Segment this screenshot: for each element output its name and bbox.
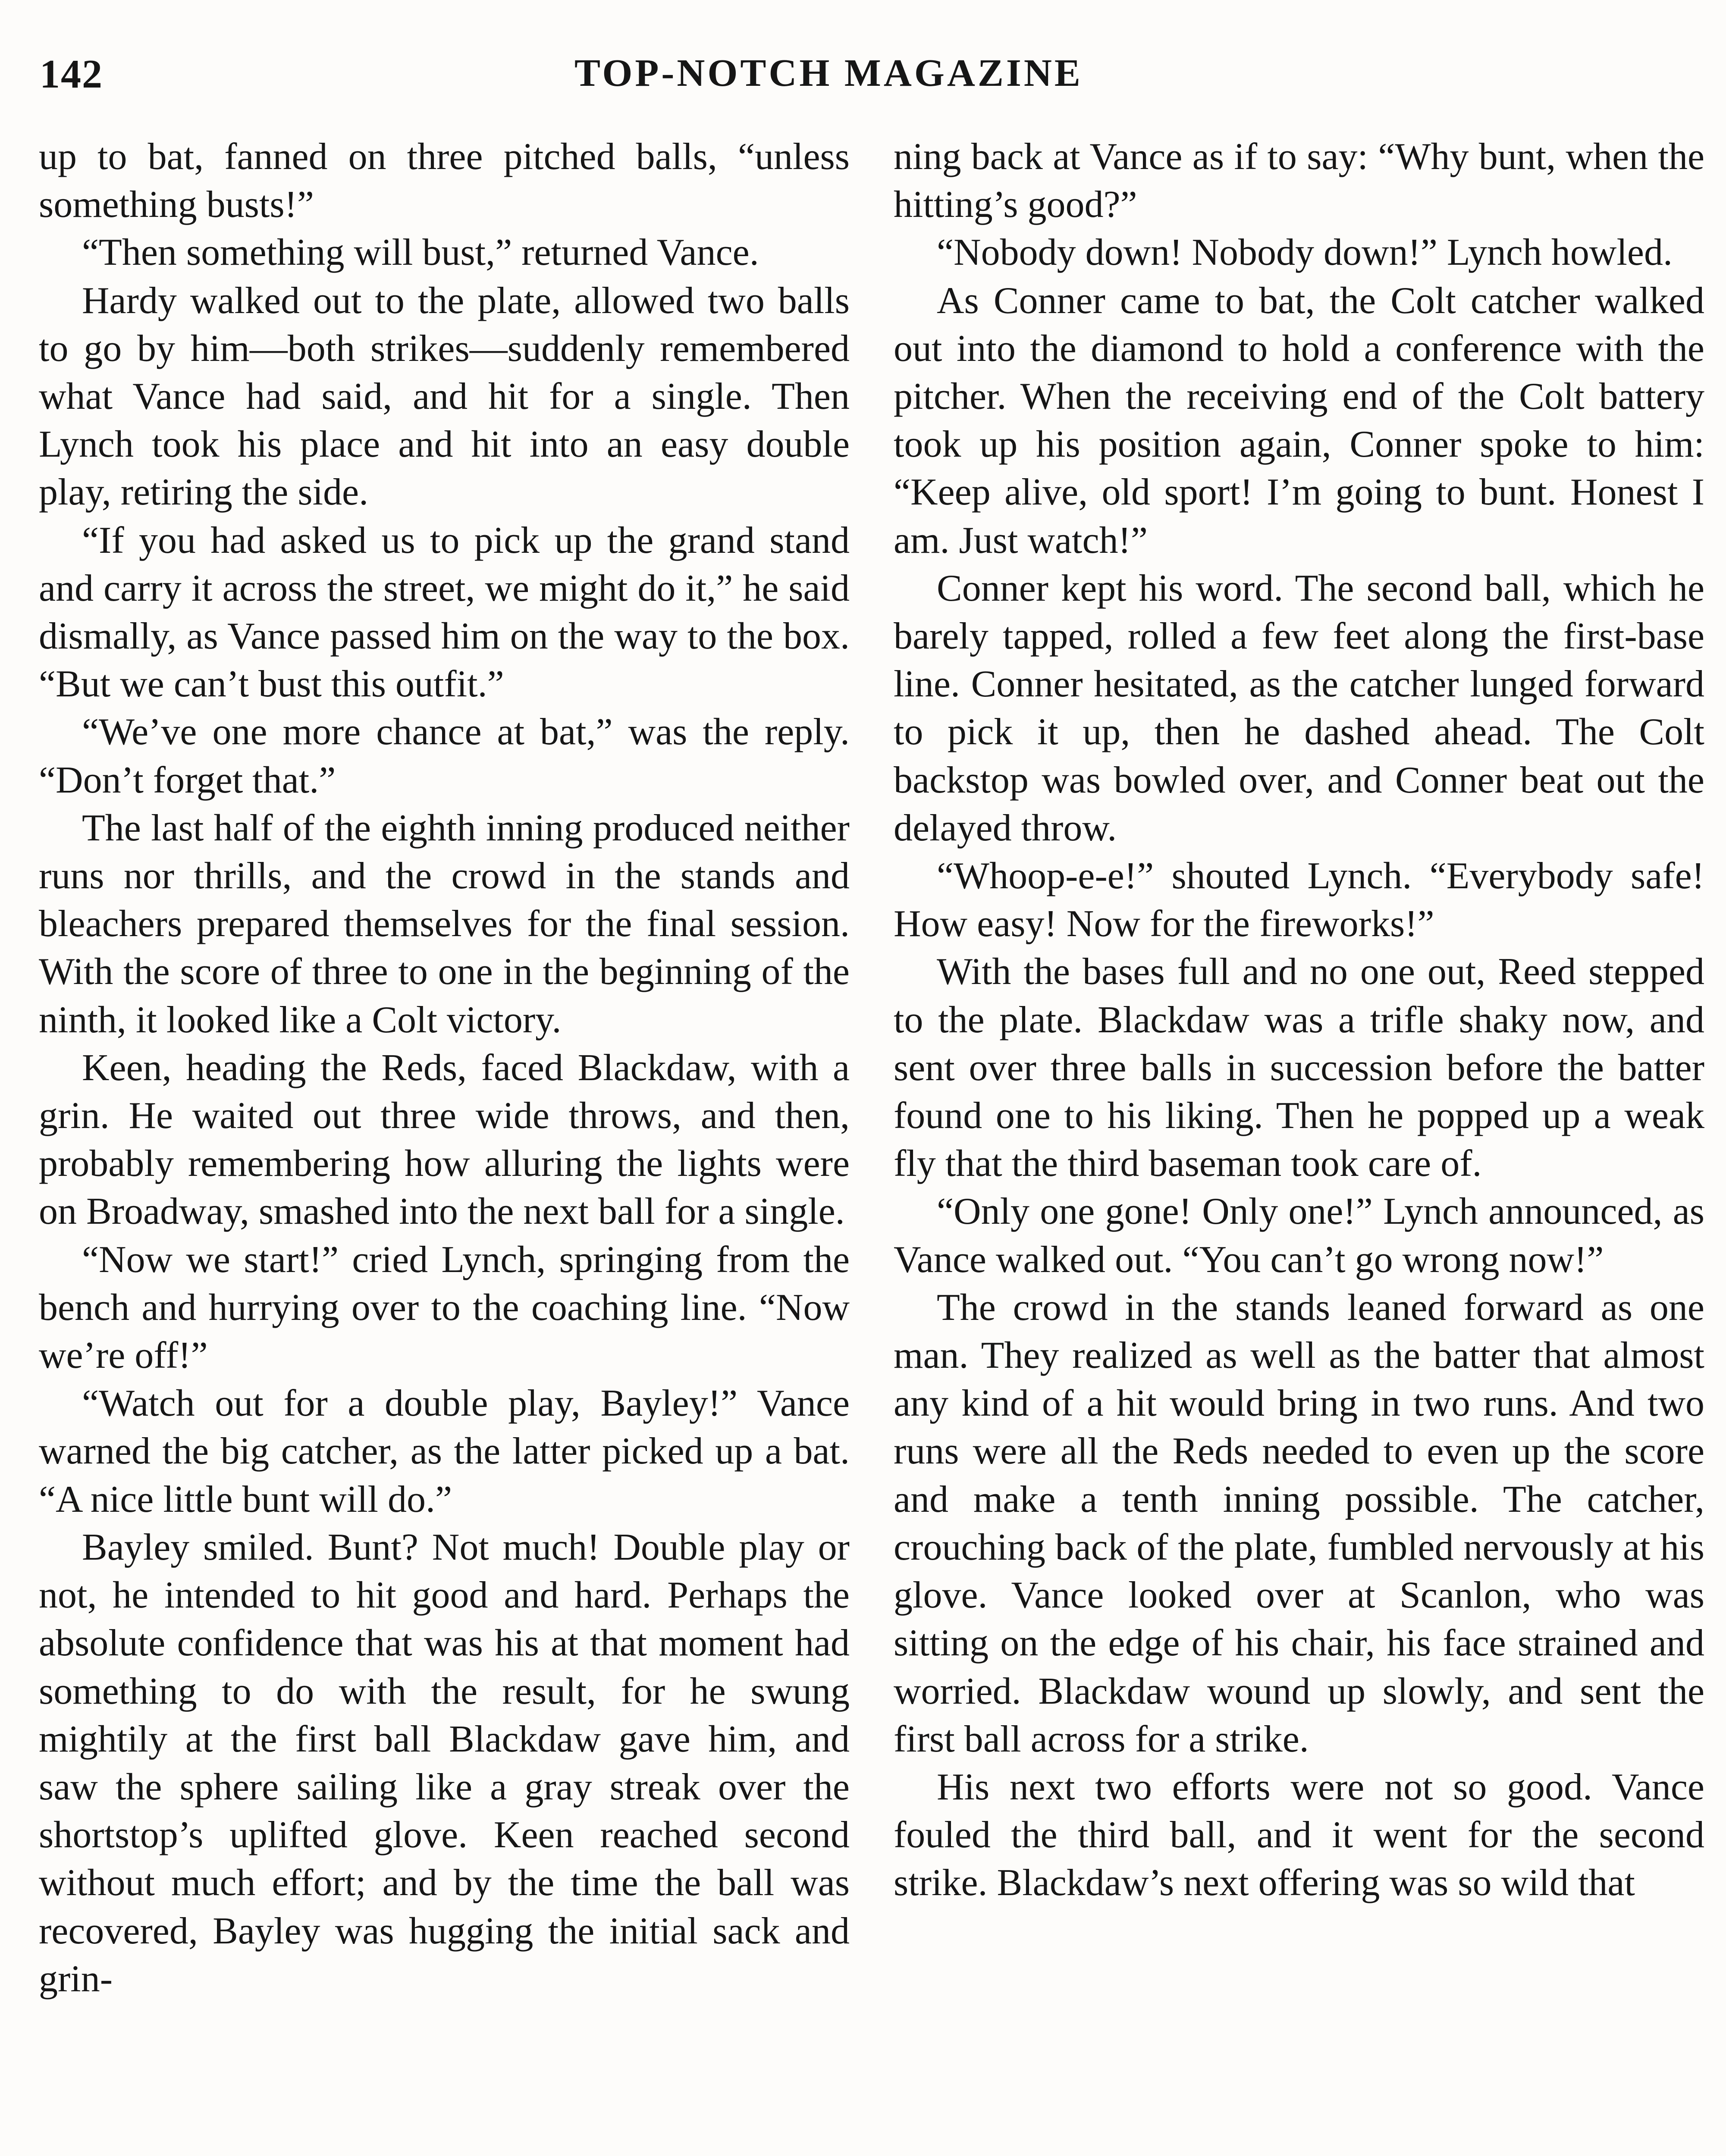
paragraph: “Nobody down! Nobody down!” Lynch howled. — [937, 232, 1673, 274]
running-head: TOP-NOTCH MAGAZINE — [574, 52, 1083, 94]
paragraph: up to bat, fanned on three pitched balls, “unless something busts!” — [39, 136, 850, 226]
paragraph: ning back at Vance as if to say: “Why bunt, when the hitting’s good?” — [894, 136, 1704, 226]
paragraph: Hardy walked out to the plate, allowed two balls to go by him—both strikes—suddenly remembered what Vance had said, and hit for a single. Then Lynch took his place and hit into an easy double play, retiring the side. — [39, 279, 850, 514]
paragraph: “Only one gone! Only one!” Lynch announced, as Vance walked out. “You can’t go wrong now!” — [894, 1191, 1704, 1281]
paragraph: The last half of the eighth inning produced neither runs nor thrills, and the crowd in the stands and bleachers prepared themselves for the final session. With the score of three to one in the beginning of the ninth, it looked like a Colt victory. — [39, 807, 850, 1041]
paragraph: “Watch out for a double play, Bayley!” Vance warned the big catcher, as the latter picked up a bat. “A nice little bunt will do.” — [39, 1382, 850, 1520]
paragraph: His next two efforts were not so good. Vance fouled the third ball, and it went for the second strike. Blackdaw’s next offering was so wild that — [894, 1766, 1704, 1904]
paragraph: Bayley smiled. Bunt? Not much! Double play or not, he intended to hit good and hard. Perhaps the absolute confidence that was his at that moment had something to do with the result, for he swung mightily at the first ball Blackdaw gave him, and saw the sphere sailing like a gray streak over the shortstop’s uplifted glove. Keen reached second without much effort; and by the time the ball was recovered, Bayley was hugging the initial sack and grin- — [39, 1526, 850, 2000]
right-column — [894, 133, 1704, 1907]
paragraph: “If you had asked us to pick up the grand stand and carry it across the street, we might do it,” he said dismally, as Vance passed him on the way to the box. “But we can’t bust this outfit.” — [39, 519, 850, 705]
page-number: 142 — [40, 52, 103, 97]
paragraph: Conner kept his word. The second ball, which he barely tapped, rolled a few feet along the first-base line. Conner hesitated, as the catcher lunged forward to pick it up, then he dashed ahead. The Colt backstop was bowled over, and Conner beat out the delayed throw. — [894, 567, 1704, 849]
paragraph: Keen, heading the Reds, faced Blackdaw, with a grin. He waited out three wide throws, and then, probably remembering how alluring the lights were on Broadway, smashed into the next ball for a single. — [39, 1047, 850, 1233]
paragraph: “We’ve one more chance at bat,” was the reply. “Don’t forget that.” — [39, 711, 850, 801]
paragraph: With the bases full and no one out, Reed stepped to the plate. Blackdaw was a trifle shaky now, and sent over three balls in succession before the batter found one to his liking. Then he popped up a weak fly that the third baseman took care of. — [894, 951, 1704, 1185]
paragraph: As Conner came to bat, the Colt catcher walked out into the diamond to hold a conference with the pitcher. When the receiving end of the Colt battery took up his position again, Conner spoke to him: “Keep alive, old sport! I’m going to bunt. Honest I am. Just watch!” — [894, 279, 1704, 561]
paragraph: “Now we start!” cried Lynch, springing from the bench and hurrying over to the coaching line. “Now we’re off!” — [39, 1238, 850, 1377]
paragraph: “Whoop-e-e!” shouted Lynch. “Everybody safe! How easy! Now for the fireworks!” — [894, 855, 1704, 945]
paragraph: “Then something will bust,” returned Vance. — [82, 232, 759, 274]
page-header — [40, 51, 1679, 103]
left-column — [39, 133, 850, 2003]
paragraph: The crowd in the stands leaned forward as one man. They realized as well as the batter that almost any kind of a hit would bring in two runs. And two runs were all the Reds needed to even up the score and make a tenth inning possible. The catcher, crouching back of the plate, fumbled nervously at his glove. Vance looked over at Scanlon, who was sitting on the edge of his chair, his face strained and worried. Blackdaw wound up slowly, and sent the first ball across for a strike. — [894, 1286, 1704, 1760]
